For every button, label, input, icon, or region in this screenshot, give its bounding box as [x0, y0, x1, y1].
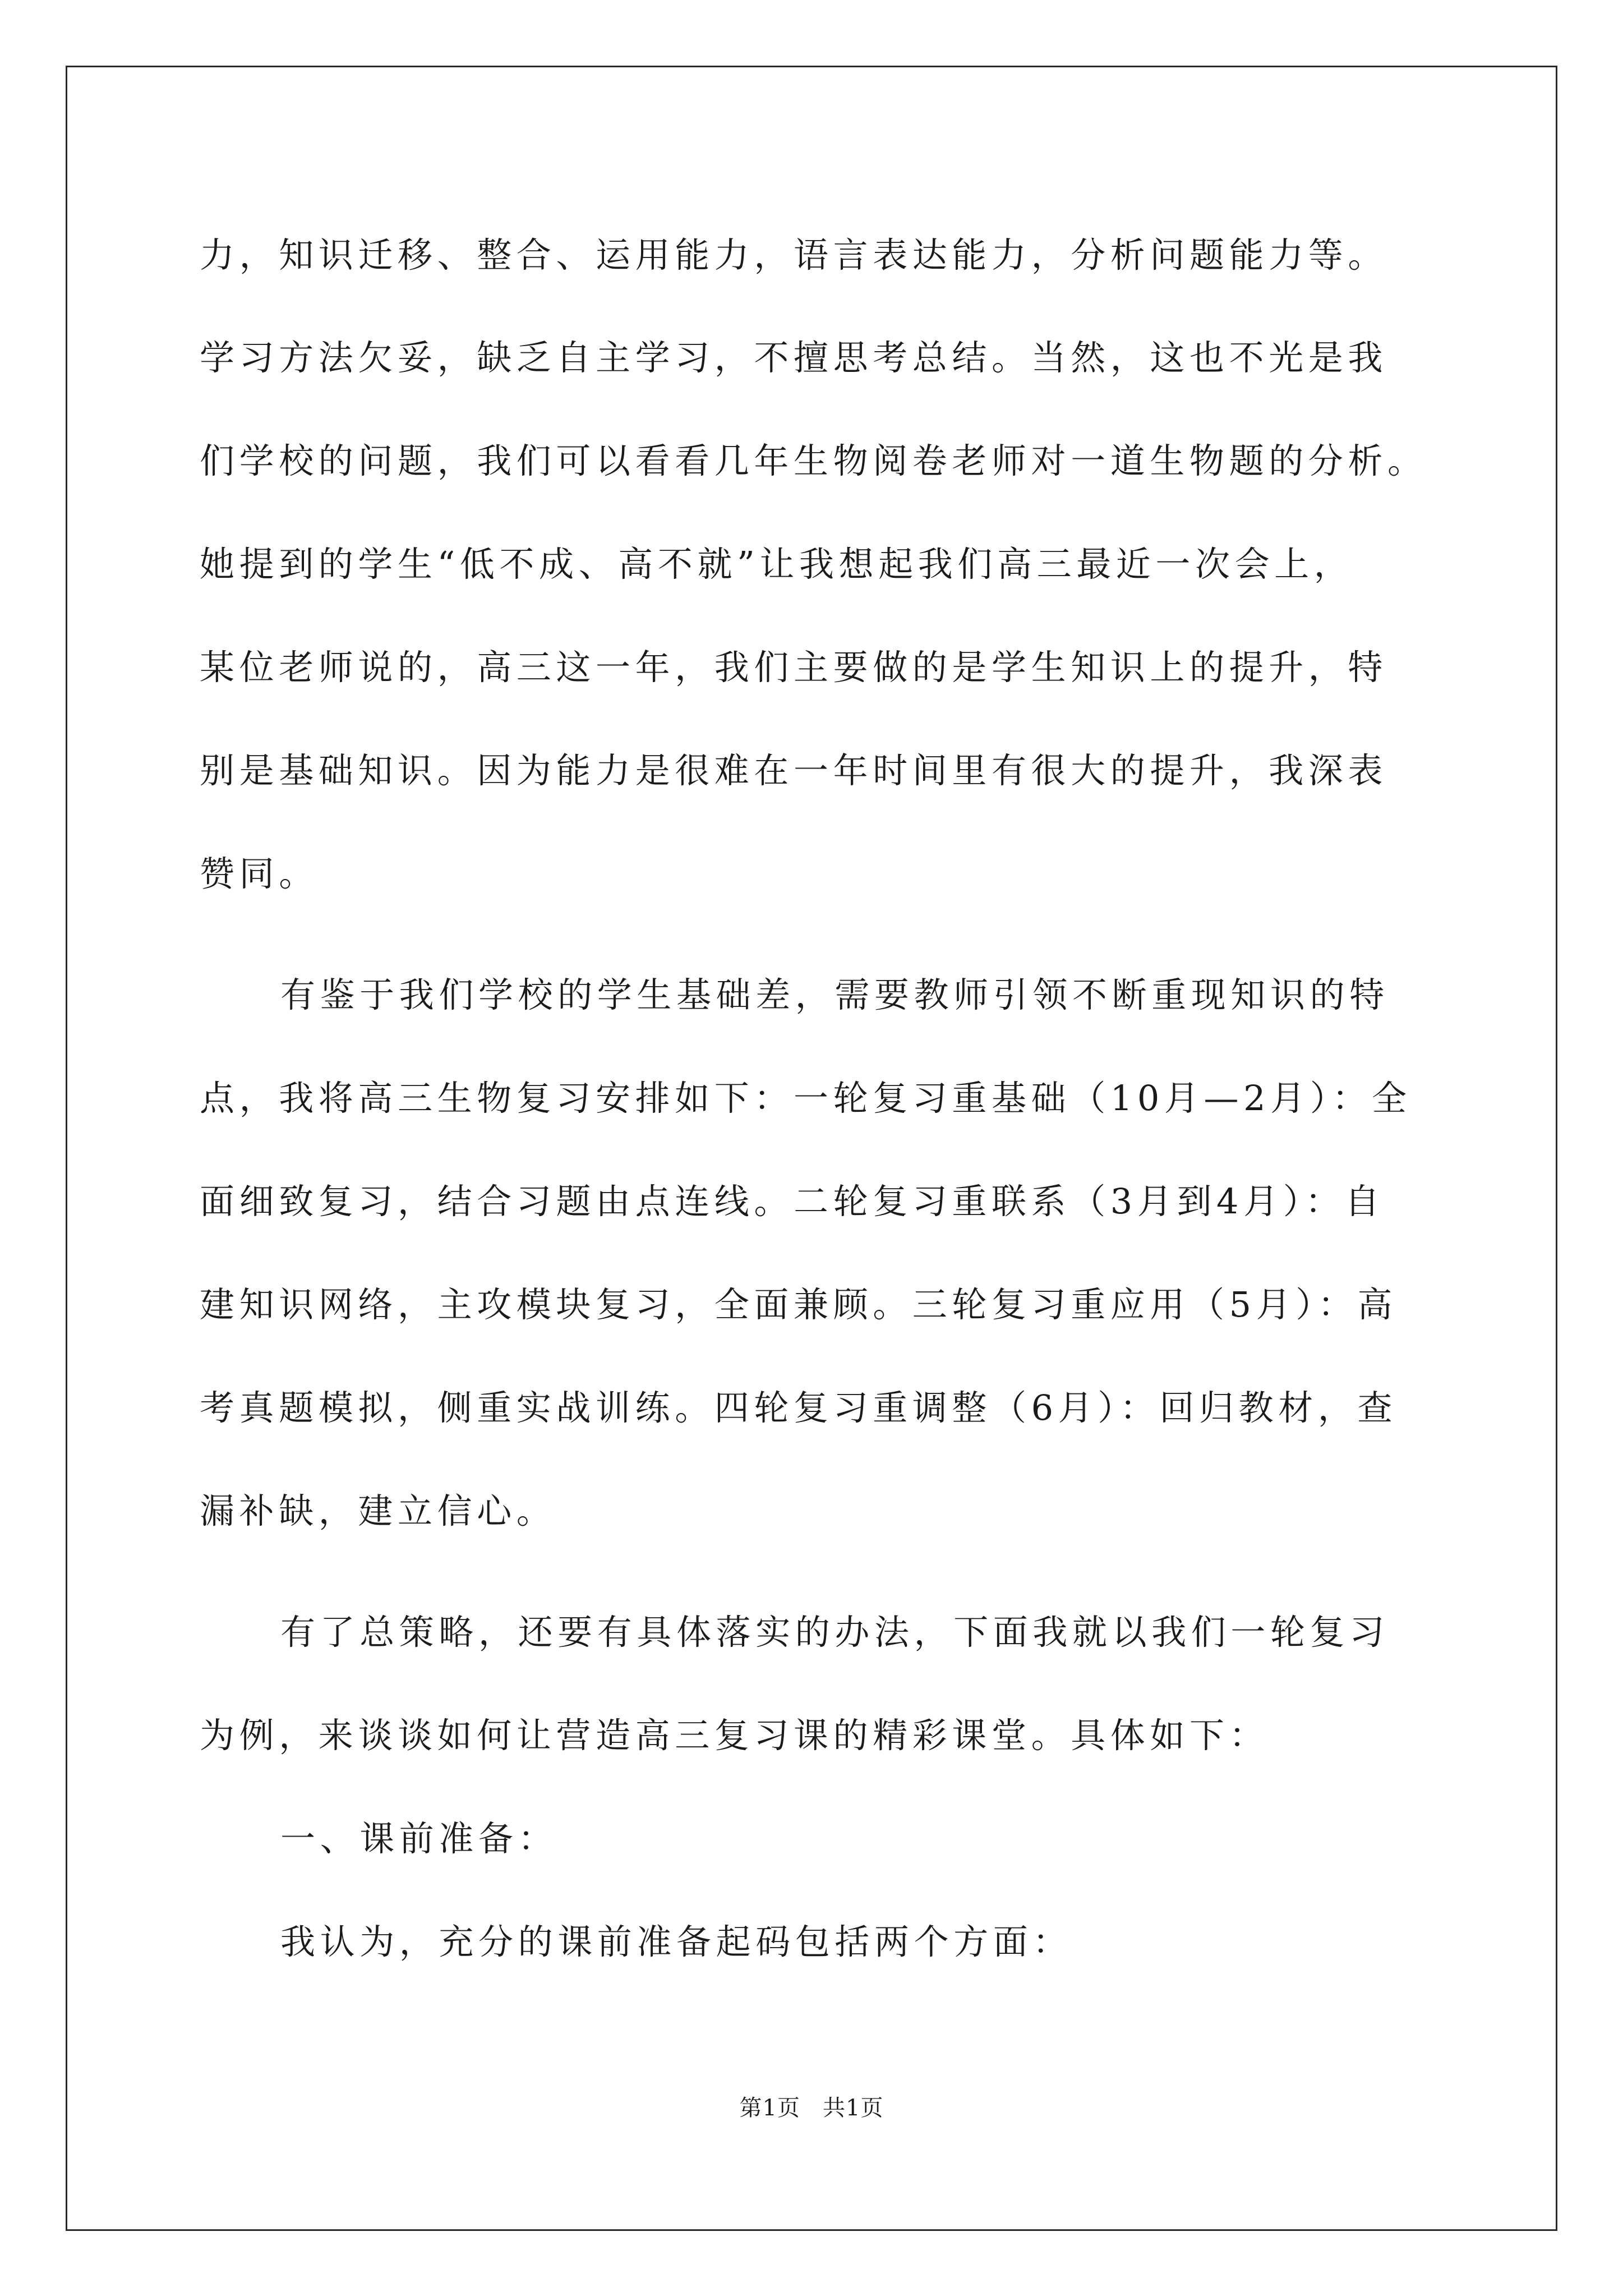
text-line: 力，知识迁移、整合、运用能力，语言表达能力，分析问题能力等。 [200, 234, 1388, 275]
text-line: 她提到的学生“低不成、高不就”让我想起我们高三最近一次会上， [200, 544, 1354, 585]
text-line: 点，我将高三生物复习安排如下：一轮复习重基础（10月—2月）：全 [200, 1078, 1412, 1119]
text-line: 考真题模拟，侧重实战训练。四轮复习重调整（6月）：回归教材，查 [200, 1387, 1398, 1428]
section-heading: 一、课前准备： [280, 1818, 558, 1859]
page-number: 第1页 [739, 2095, 800, 2121]
text-line: 漏补缺，建立信心。 [200, 1490, 556, 1531]
paragraph-first-line: 我认为，充分的课前准备起码包括两个方面： [280, 1921, 1073, 1962]
page-total: 共1页 [823, 2095, 884, 2121]
text-line: 面细致复习，结合习题由点连线。二轮复习重联系（3月到4月）：自 [200, 1181, 1385, 1222]
paragraph-first-line: 有了总策略，还要有具体落实的办法，下面我就以我们一轮复习 [280, 1612, 1389, 1653]
text-line: 赞同。 [200, 853, 319, 894]
paragraph-first-line: 有鉴于我们学校的学生基础差，需要教师引领不断重现知识的特 [280, 974, 1389, 1015]
text-line: 某位老师说的，高三这一年，我们主要做的是学生知识上的提升，特 [200, 647, 1388, 688]
text-line: 别是基础知识。因为能力是很难在一年时间里有很大的提升，我深表 [200, 750, 1388, 791]
text-line: 们学校的问题，我们可以看看几年生物阅卷老师对一道生物题的分析。 [200, 440, 1427, 481]
text-line: 学习方法欠妥，缺乏自主学习，不擅思考总结。当然，这也不光是我 [200, 337, 1388, 378]
page-border [66, 66, 1557, 2231]
page-footer [0, 2092, 1623, 2124]
text-line: 建知识网络，主攻模块复习，全面兼顾。三轮复习重应用（5月）：高 [200, 1284, 1398, 1325]
text-line: 为例，来谈谈如何让营造高三复习课的精彩课堂。具体如下： [200, 1715, 1269, 1756]
